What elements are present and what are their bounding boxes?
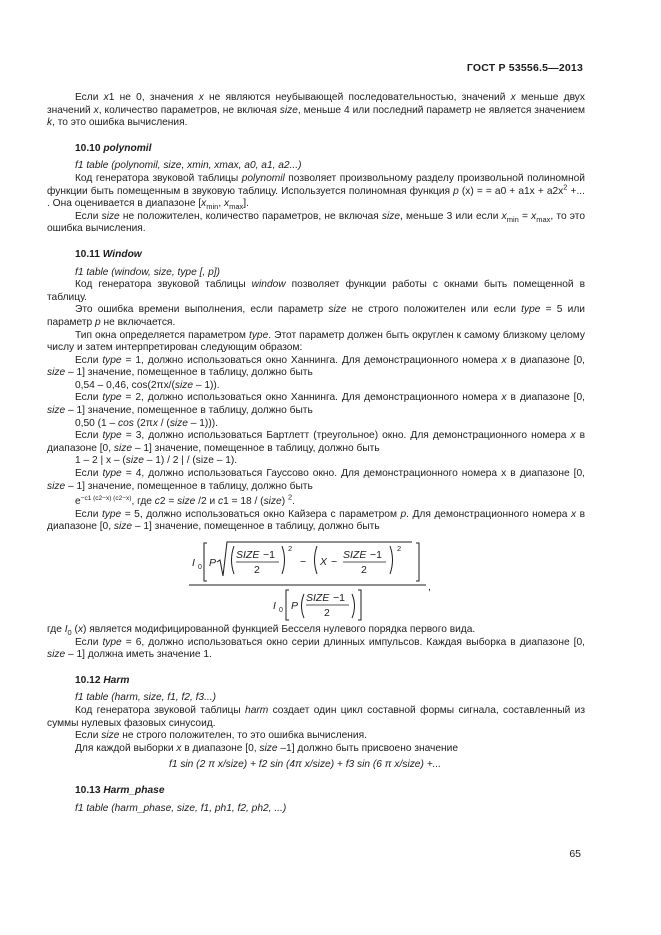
window-formula-2: 0,50 (1 – cos (2πx / (size – 1))).	[75, 417, 218, 429]
window-type-intro: Тип окна определяется параметром type. Этот параметр должен быть округлен к самому близкому целому числу и затем интерпретирован следующим образом:	[47, 329, 586, 354]
document-header: ГОСТ Р 53556.5—2013	[466, 62, 583, 74]
window-type-6: Если type = 6, должно использоваться окно серии длинных импульсов. Каждая выборка в диапазоне [0, size – 1] должна иметь значение 1.	[47, 636, 585, 661]
minus-sign: −	[300, 556, 307, 568]
denominator-two-1: 2	[254, 564, 260, 576]
signature-window: f1 table (window, size, type [, p])	[75, 266, 220, 278]
window-formula-4: $e^{-c1 (c2-x) (c2-x)}$, где c2 = size /2 и c1 = 18 / (size) $^2$.	[75, 492, 295, 508]
formula-comma: ,	[428, 581, 431, 593]
square-2: 2	[397, 544, 402, 553]
window-type-2: Если type = 2, должно использоваться окно Ханнинга. Для демонстрационного номера x в диапазоне [0, size – 1] значение, помещенное в таблицу, должно быть	[47, 392, 585, 417]
intro-paragraph: Если x1 не 0, значения x не являются неубывающей последовательностью, значений x меньше двух значений x, количество параметров, не включая size, меньше 4 или последний параметр не является значением k, то это ошибка вычисления.	[47, 92, 585, 129]
window-type-3: Если type = 3, должно использоваться Бартлетт (треугольное) окно. Для демонстрационного номера x в диапазоне [0, size – 1] значение, помещенное в таблицу, должно быть	[47, 430, 585, 454]
minus-one-1: −1	[263, 549, 275, 561]
harm-description: Код генератора звуковой таблицы harm создает один цикл составной формы сигнала, составленный из суммы нулевых фазовых синусоид.	[47, 704, 585, 729]
bessel-symbol: I	[192, 557, 195, 569]
section-heading-10-13: 10.13 Harm_phase	[75, 784, 165, 796]
polynomil-description: Код генератора звуковой таблицы polynomil позволяет произвольному разделу произвольной полиномной функции быть помещенным в звуковую таблицу. Используется полиномная функция p (x) = = $a0 + a1x + a2x^2$ +... . Она оценивается в диапазоне [$x_{min}$, $x_{max}$].	[47, 172, 585, 212]
bessel-note: где $I_0$ (x) является модифицированной функцией Бесселя нулевого порядка первого вида.	[47, 624, 476, 638]
minus-one-den: −1	[333, 592, 345, 604]
section-heading-10-12: 10.12 Harm	[75, 674, 130, 686]
window-description: Код генератора звуковой таблицы window позволяет функции работы с окнами быть помещенной в таблицу.	[47, 279, 585, 303]
window-formula-1: 0,54 – 0,46, cos(2πx/(size – 1)).	[75, 379, 220, 391]
bessel-symbol-den: I	[273, 600, 276, 612]
kaiser-window-formula	[47, 538, 585, 622]
section-heading-10-10: 10.10 polynomil	[75, 142, 152, 154]
harm-assignment: Для каждой выборки x в диапазоне [0, size –1] должно быть присвоено значение	[75, 742, 459, 754]
size-term-den: SIZE	[306, 592, 330, 604]
window-type-5: Если type = 5, должно использоваться окно Кайзера с параметром p. Для демонстрационного номера x в диапазоне [0, size – 1] значение, помещенное в таблицу, должно быть	[47, 508, 585, 533]
window-type-4: Если type = 4, должно использоваться Гауссово окно. Для демонстрационного номера x в диапазоне [0, size – 1] значение, помещенное в таблицу, должно быть	[47, 468, 585, 492]
minus-one-2: −1	[370, 549, 382, 561]
signature-harm-phase: f1 table (harm_phase, size, f1, ph1, f2, ph2, ...)	[75, 802, 287, 814]
denominator-two-den: 2	[324, 607, 330, 619]
window-formula-3: 1 – 2 | x – (size – 1) / 2 | / (size – 1).	[75, 455, 238, 467]
harm-error: Если size не строго положителен, то это ошибка вычисления.	[75, 730, 367, 742]
window-error: Это ошибка времени выполнения, если параметр size не строго положителен или если type = 5 или параметр p не включается.	[47, 304, 585, 328]
size-term-1: SIZE	[236, 549, 260, 561]
polynomil-error: Если size не положителен, количество параметров, не включая size, меньше 3 или если $x_{min} = x_{max}$, то это ошибка вычисления.	[47, 210, 585, 235]
size-term-2: SIZE	[343, 549, 367, 561]
harm-formula: f1 sin (2 π x/size) + f2 sin (4π x/size) + f3 sin (6 π x/size) +...	[169, 759, 442, 771]
param-p-den: P	[291, 600, 299, 612]
bessel-subscript-den: 0	[279, 607, 283, 614]
section-heading-10-11: 10.11 Window	[75, 248, 142, 260]
minus-sign-2: −	[331, 556, 338, 568]
denominator-two-2: 2	[361, 564, 367, 576]
page-body	[47, 92, 585, 815]
page-number: 65	[569, 848, 581, 860]
signature-harm: f1 table (harm, size, f1, f2, f3...)	[75, 692, 216, 704]
x-term: X	[320, 556, 328, 568]
bessel-subscript: 0	[198, 564, 202, 571]
window-type-1: Если type = 1, должно использоваться окно Ханнинга. Для демонстрационного номера x в диапазоне [0, size – 1] значение, помещенное в таблицу, должно быть	[47, 354, 585, 379]
signature-polynomil: f1 table (polynomil, size, xmin, xmax, a0, a1, a2...)	[75, 160, 302, 172]
square-1: 2	[288, 544, 293, 553]
param-p-num: P	[209, 557, 217, 569]
